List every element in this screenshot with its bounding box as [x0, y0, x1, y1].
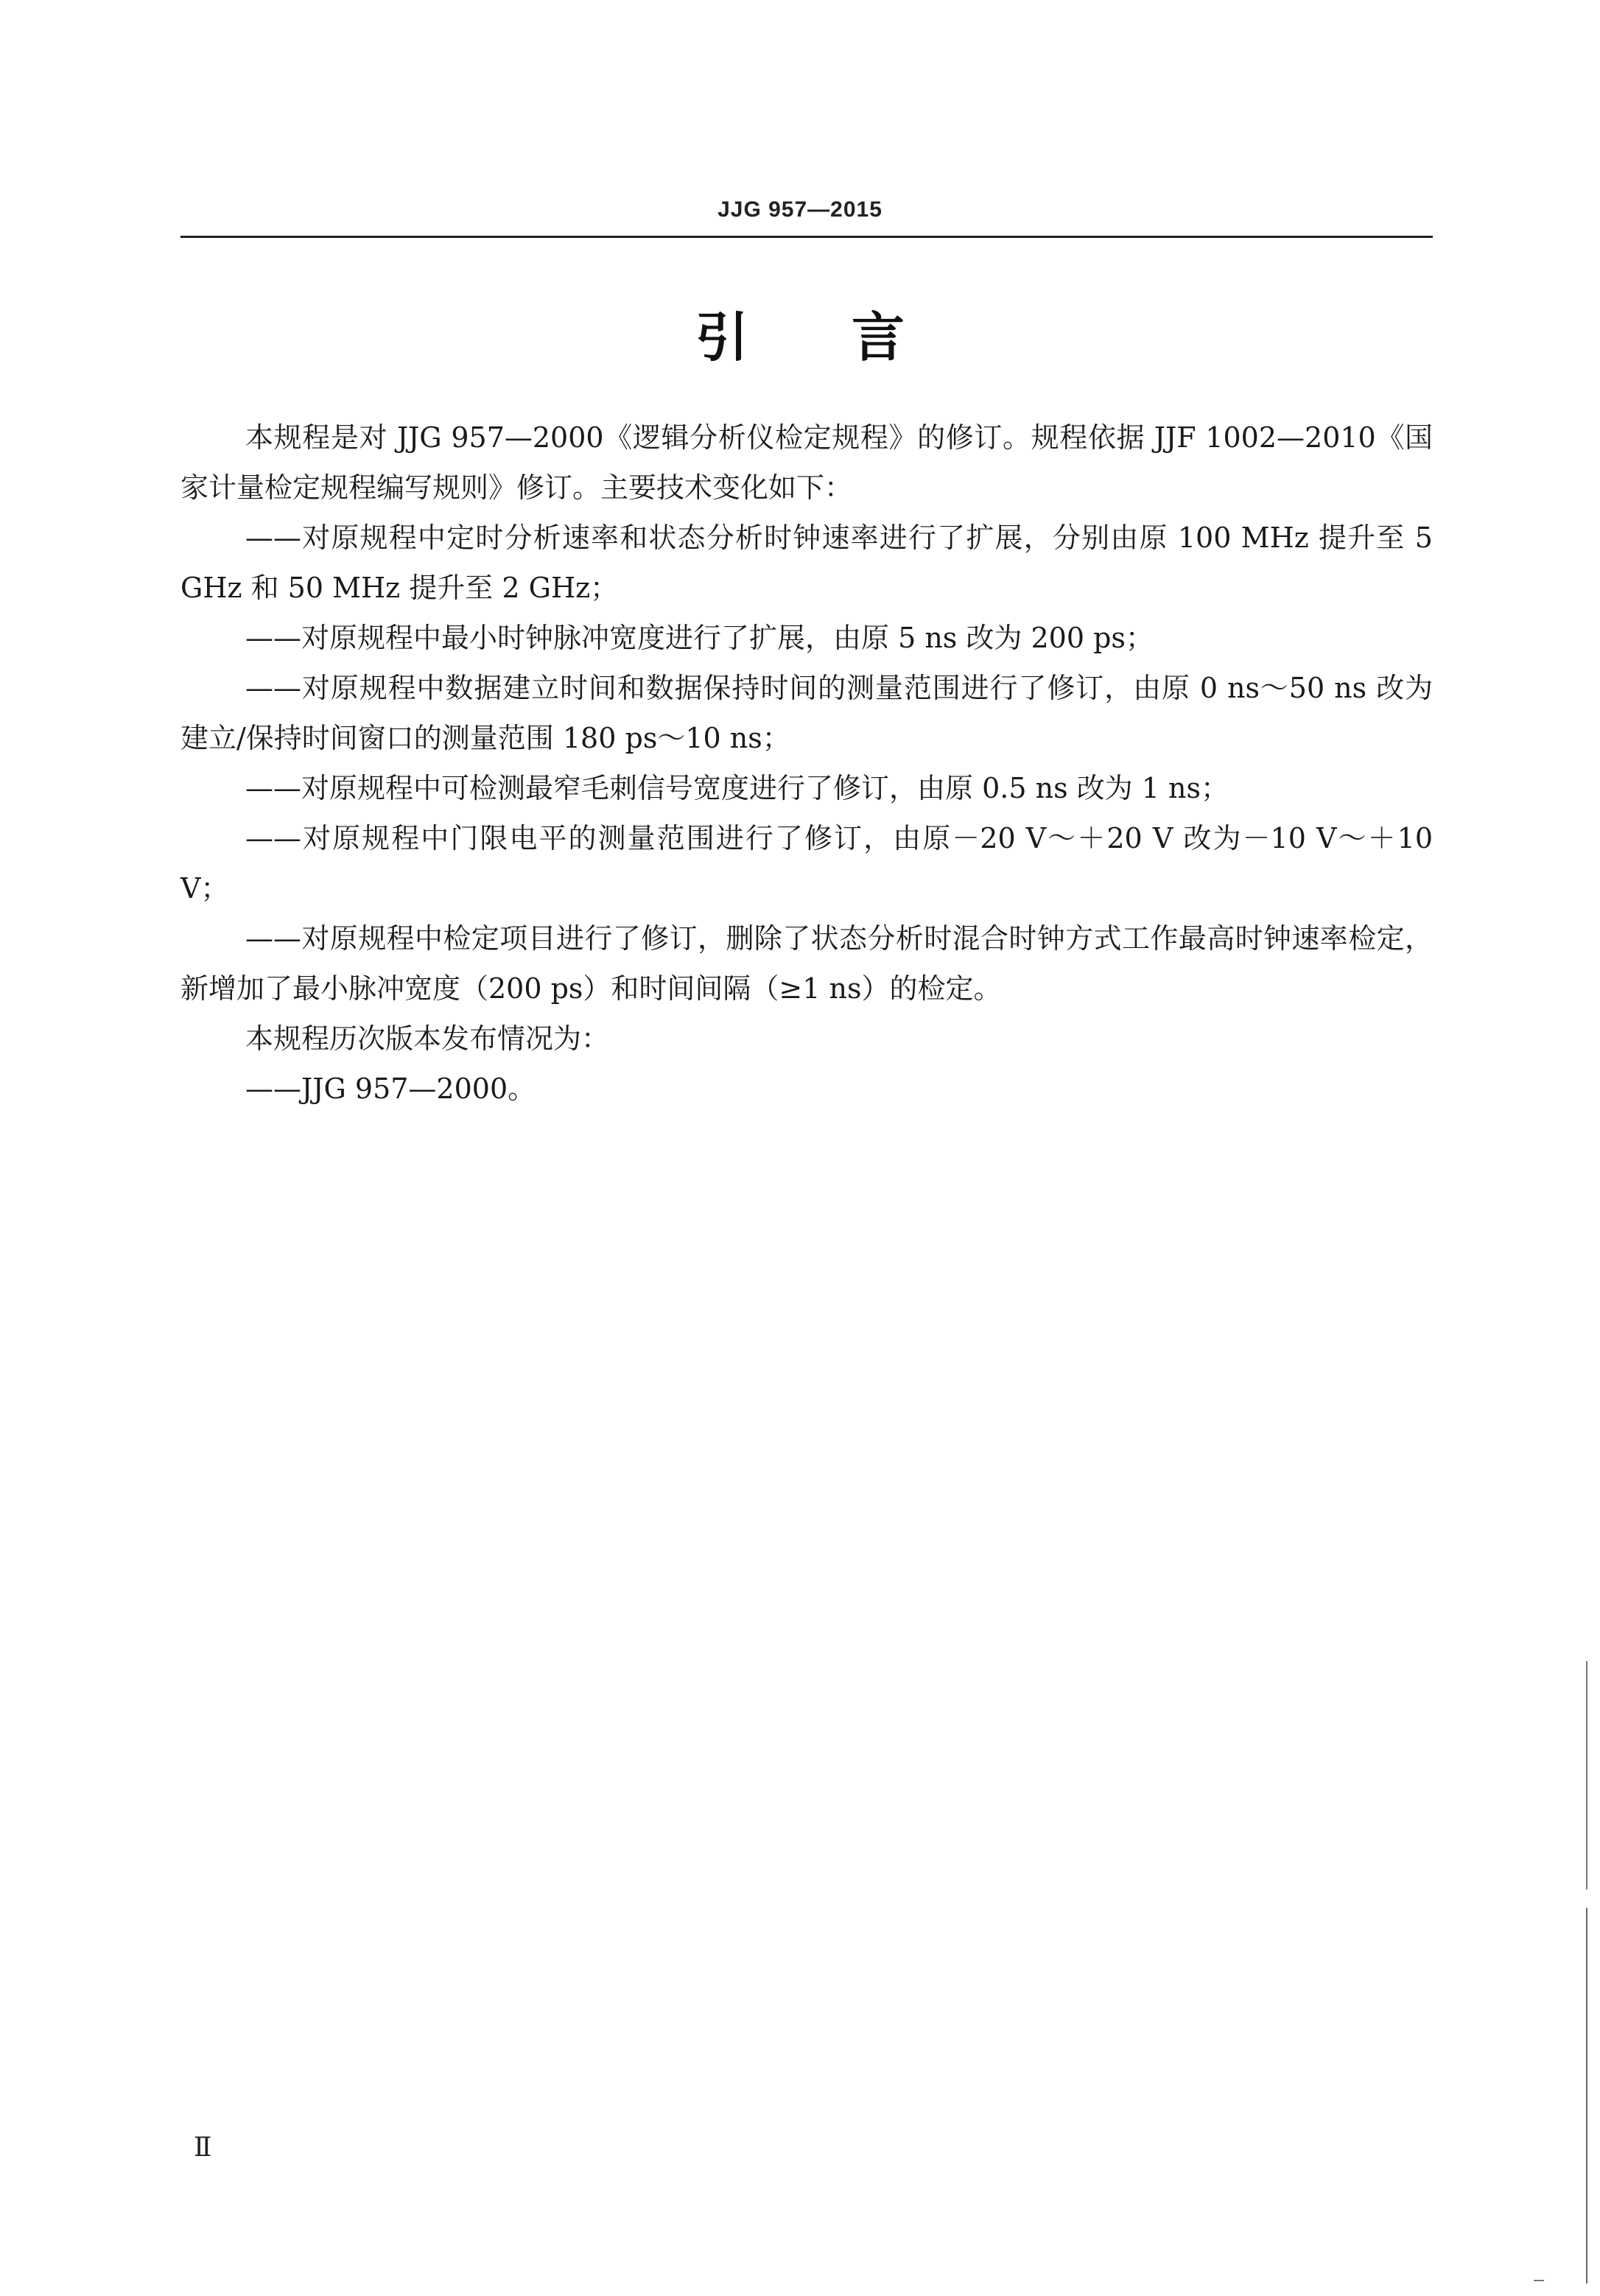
paragraph-intro: 本规程是对 JJG 957—2000《逻辑分析仪检定规程》的修订。规程依据 JJF 1002—2010《国家计量检定规程编写规则》修订。主要技术变化如下： [180, 421, 1433, 504]
paragraph-change-threshold: ——对原规程中门限电平的测量范围进行了修订，由原－20 V～＋20 V 改为－10 V～＋10 V； [180, 822, 1433, 905]
standard-code: JJG 957—2015 [717, 197, 883, 222]
introduction-body [180, 412, 1433, 1114]
paragraph-change-rate: ——对原规程中定时分析速率和状态分析时钟速率进行了扩展，分别由原 100 MHz 提升至 5 GHz 和 50 MHz 提升至 2 GHz； [180, 522, 1433, 604]
page-number: Ⅱ [194, 2132, 212, 2163]
scan-mark [1534, 2280, 1544, 2281]
scan-edge-line [1586, 1908, 1587, 2283]
page-title: 引言 [695, 306, 1008, 368]
paragraph-change-glitch: ——对原规程中可检测最窄毛刺信号宽度进行了修订，由原 0.5 ns 改为 1 ns； [245, 772, 1229, 804]
paragraph-change-setup-hold: ——对原规程中数据建立时间和数据保持时间的测量范围进行了修订，由原 0 ns～50 ns 改为建立/保持时间窗口的测量范围 180 ps～10 ns； [180, 672, 1433, 754]
paragraph-change-pulse-width: ——对原规程中最小时钟脉冲宽度进行了扩展，由原 5 ns 改为 200 ps； [245, 622, 1154, 654]
header-rule [180, 236, 1433, 238]
scan-edge-line [1586, 1661, 1587, 1889]
paragraph-change-items: ——对原规程中检定项目进行了修订，删除了状态分析时混合时钟方式工作最高时钟速率检定，新增加了最小脉冲宽度（200 ps）和时间间隔（≥1 ns）的检定。 [180, 922, 1433, 1005]
paragraph-history-version: ——JJG 957—2000。 [245, 1072, 536, 1105]
paragraph-history-intro: 本规程历次版本发布情况为： [245, 1022, 610, 1055]
